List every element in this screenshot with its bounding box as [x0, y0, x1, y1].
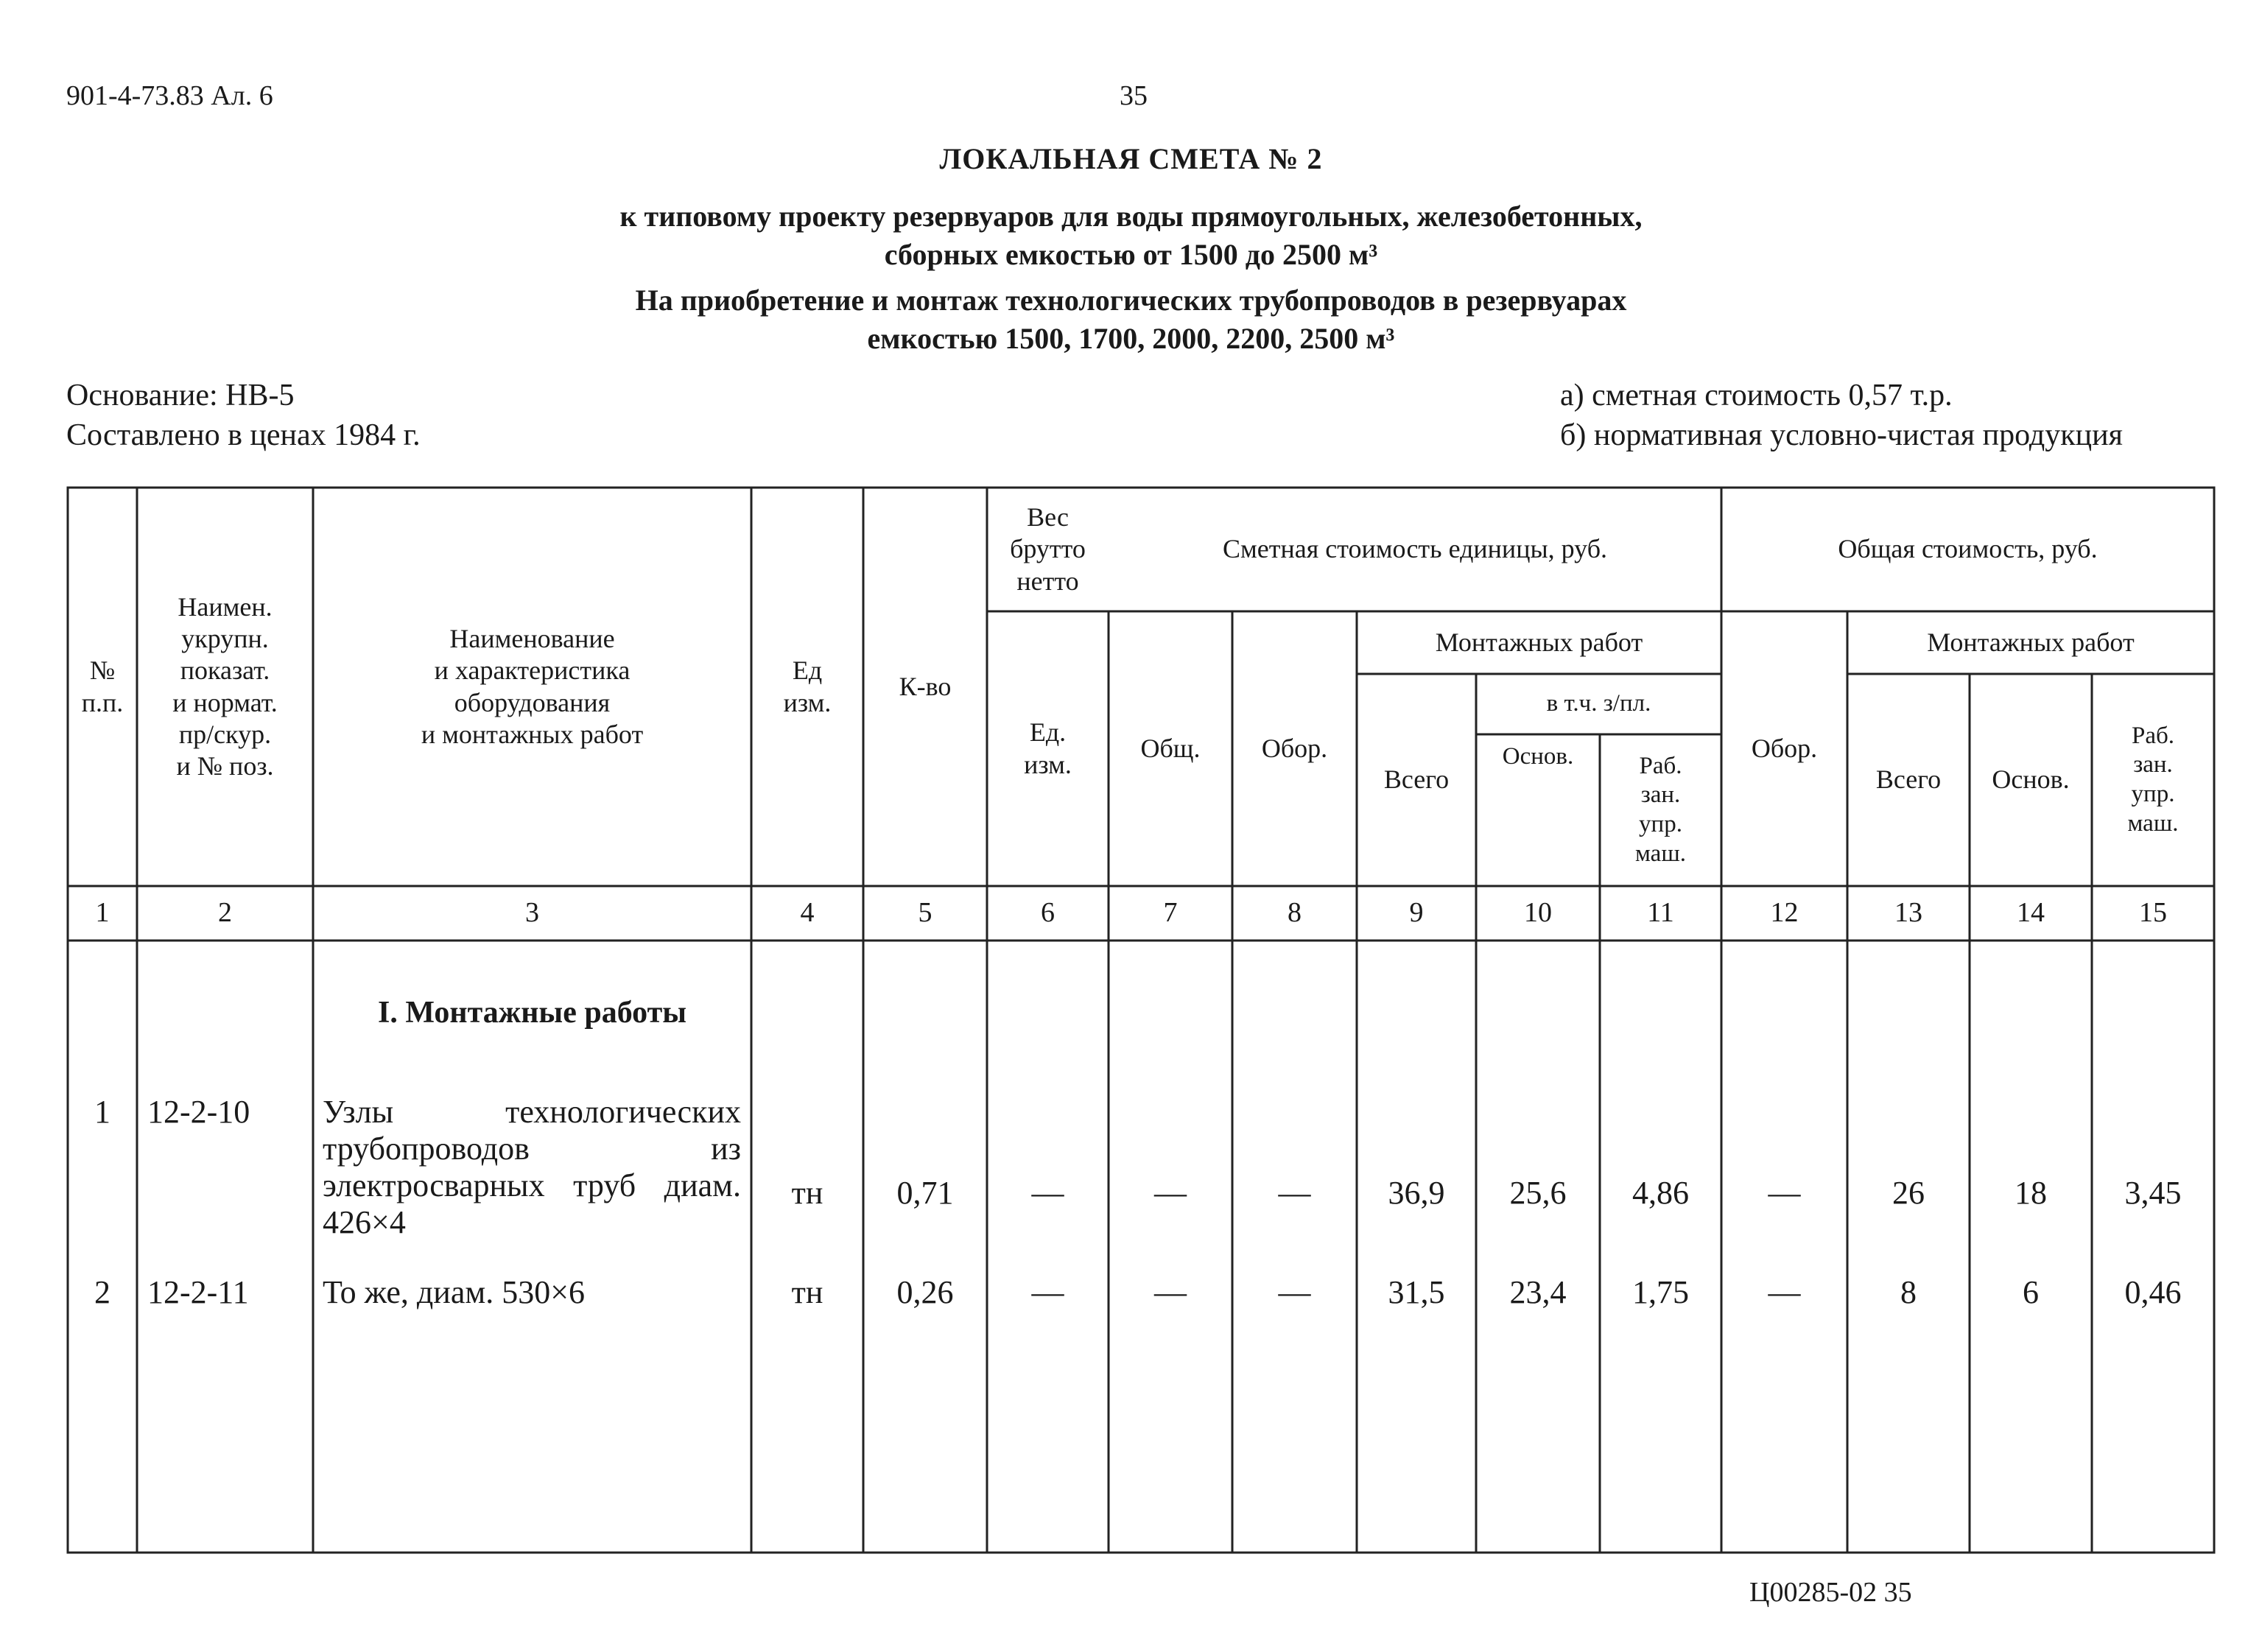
- section-title: I. Монтажные работы: [377, 995, 687, 1030]
- col-header-unit-cost: Сметная стоимость единицы, руб.: [1222, 534, 1608, 564]
- row-total-equipment: —: [1768, 1174, 1801, 1211]
- col-header-mount-total: Всего: [1383, 765, 1450, 795]
- row-weight: —: [1031, 1174, 1064, 1211]
- col-number: 13: [1894, 897, 1922, 929]
- col-header-equipment: Обор.: [1261, 733, 1328, 763]
- row-equipment-cost: —: [1278, 1174, 1311, 1211]
- col-number: 11: [1647, 897, 1674, 929]
- prices-year: Составлено в ценах 1984 г.: [66, 418, 421, 452]
- col-header-weight: Вес брутто нетто: [1010, 502, 1086, 596]
- col-number: 14: [2017, 897, 2045, 929]
- col-header-number: № п.п.: [81, 655, 124, 717]
- row-number: 1: [94, 1093, 110, 1130]
- normative-product: б) нормативная условно-чистая продукция: [1560, 418, 2123, 452]
- col-header-total-base: Основ.: [1992, 765, 2070, 795]
- row-total-all: 8: [1900, 1273, 1917, 1310]
- row-base-wage: 23,4: [1509, 1273, 1567, 1310]
- col-number: 2: [218, 897, 232, 929]
- row-mount-total: 36,9: [1388, 1174, 1445, 1211]
- page-number: 35: [1120, 80, 1148, 111]
- document-code: 901-4-73.83 Ал. 6: [66, 80, 273, 111]
- col-header-description: Наименование и характеристика оборудования и монтажных работ: [421, 624, 644, 749]
- col-number: 3: [525, 897, 539, 929]
- subtitle-line-2: сборных емкостью от 1500 до 2500 м³: [884, 238, 1378, 271]
- row-description: Узлы технологических трубопроводов из электросварных труб диам. 426×4: [323, 1094, 741, 1240]
- row-weight: —: [1031, 1273, 1064, 1310]
- row-number: 2: [94, 1273, 110, 1310]
- col-header-machine-wage: Раб. зан. упр. маш.: [1635, 752, 1686, 867]
- row-equipment-cost: —: [1278, 1273, 1311, 1310]
- col-header-total-equipment: Обор.: [1751, 733, 1818, 763]
- row-quantity: 0,71: [896, 1174, 954, 1211]
- row-base-wage: 25,6: [1509, 1174, 1567, 1211]
- col-header-total-all: Всего: [1875, 765, 1942, 795]
- row-unit: тн: [791, 1174, 823, 1211]
- col-header-incl-wage: в т.ч. з/пл.: [1546, 690, 1651, 717]
- row-machine-wage: 4,86: [1632, 1174, 1689, 1211]
- col-number: 5: [918, 897, 932, 929]
- row-total-base: 18: [2015, 1174, 2047, 1211]
- row-description: То же, диам. 530×6: [323, 1273, 586, 1310]
- col-number: 9: [1409, 897, 1424, 929]
- row-quantity: 0,26: [896, 1273, 954, 1310]
- row-total-base: 6: [2023, 1273, 2039, 1310]
- basis: Основание: НВ-5: [66, 379, 295, 412]
- row-code: 12-2-11: [147, 1273, 249, 1310]
- row-machine-wage: 1,75: [1632, 1273, 1689, 1310]
- estimated-cost: а) сметная стоимость 0,57 т.р.: [1560, 379, 1953, 412]
- row-total-equipment: —: [1768, 1273, 1801, 1310]
- col-number: 12: [1770, 897, 1799, 929]
- col-number: 4: [800, 897, 815, 929]
- col-header-base-wage: Основ.: [1502, 743, 1574, 770]
- footer-code: Ц00285-02 35: [1749, 1577, 1912, 1608]
- col-header-unit: Ед изм.: [783, 655, 832, 717]
- row-code: 12-2-10: [147, 1093, 250, 1130]
- col-number: 10: [1524, 897, 1552, 929]
- row-unit: тн: [791, 1273, 823, 1310]
- row-mount-total: 31,5: [1388, 1273, 1445, 1310]
- col-header-weight-unit: Ед. изм.: [1024, 717, 1072, 779]
- row-total-machine: 3,45: [2124, 1174, 2182, 1211]
- row-general-cost: —: [1154, 1174, 1187, 1211]
- scope-line-2: емкостью 1500, 1700, 2000, 2200, 2500 м³: [867, 322, 1395, 355]
- col-header-mounting-total: Монтажных работ: [1927, 627, 2135, 657]
- col-header-total-cost: Общая стоимость, руб.: [1838, 534, 2098, 564]
- col-header-total-machine: Раб. зан. упр. маш.: [2127, 722, 2179, 837]
- row-total-machine: 0,46: [2124, 1273, 2182, 1310]
- col-header-code: Наимен. укрупн. показат. и нормат. пр/скур. и № поз.: [172, 591, 278, 781]
- document-title: ЛОКАЛЬНАЯ СМЕТА № 2: [939, 142, 1323, 175]
- row-total-all: 26: [1892, 1174, 1925, 1211]
- subtitle-line-1: к типовому проекту резервуаров для воды прямоугольных, железобетонных,: [619, 200, 1643, 233]
- col-number: 7: [1163, 897, 1178, 929]
- col-header-quantity: К-во: [899, 671, 952, 701]
- col-number: 8: [1288, 897, 1302, 929]
- col-header-general: Общ.: [1140, 733, 1201, 763]
- scope-line-1: На приобретение и монтаж технологических трубопроводов в резервуарах: [635, 284, 1627, 317]
- row-general-cost: —: [1154, 1273, 1187, 1310]
- col-header-mounting-unit: Монтажных работ: [1435, 627, 1643, 657]
- col-number: 1: [95, 897, 110, 929]
- col-number: 6: [1041, 897, 1055, 929]
- col-number: 15: [2139, 897, 2167, 929]
